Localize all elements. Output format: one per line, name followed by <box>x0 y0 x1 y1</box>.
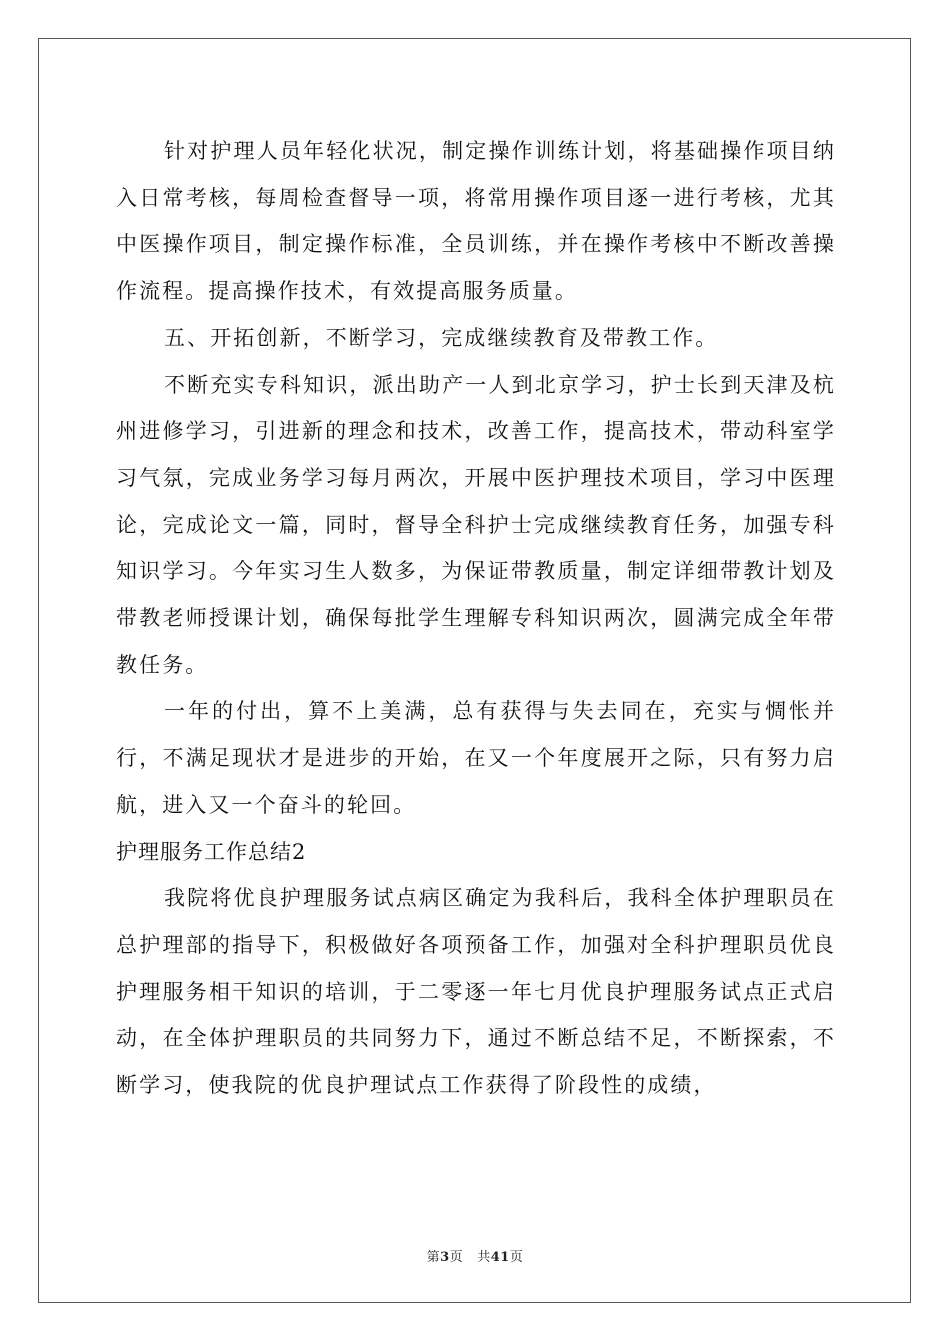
paragraph-2: 五、开拓创新，不断学习，完成继续教育及带教工作。 <box>164 325 719 350</box>
paragraph-3: 不断充实专科知识，派出助产一人到北京学习，护士长到天津及杭州进修学习，引进新的理念和技术，改善工作，提高技术，带动科室学习气氛，完成业务学习每月两次，开展中医护理技术项目，学习中医理论，完成论文一篇，同时，督导全科护士完成继续教育任务，加强专科知识学习。今年实习生人数多，为保证带教质量，制定详细带教计划及带教老师授课计划，确保每批学生理解专科知识两次，圆满完成全年带教任务。 <box>116 372 836 677</box>
page-number: 3 <box>440 1250 450 1265</box>
section-title: 护理服务工作总结2 <box>116 839 307 864</box>
page-prefix: 第 <box>426 1250 441 1265</box>
total-prefix: 共 <box>477 1250 491 1265</box>
page-footer <box>0 1246 950 1265</box>
paragraph-5: 我院将优良护理服务试点病区确定为我科后，我科全体护理职员在总护理部的指导下，积极做好各项预备工作，加强对全科护理职员优良护理服务相干知识的培训，于二零逐一年七月优良护理服务试点正式启动，在全体护理职员的共同努力下，通过不断总结不足，不断探索，不断学习，使我院的优良护理试点工作获得了阶段性的成绩， <box>116 886 836 1098</box>
total-pages: 41 <box>490 1250 510 1265</box>
paragraph-1: 针对护理人员年轻化状况，制定操作训练计划，将基础操作项目纳入日常考核，每周检查督导一项，将常用操作项目逐一进行考核，尤其中医操作项目，制定操作标准，全员训练，并在操作考核中不断改善操作流程。提高操作技术，有效提高服务质量。 <box>116 139 836 304</box>
page-suffix: 页 <box>449 1250 464 1265</box>
document-body <box>116 128 836 1109</box>
total-suffix: 页 <box>509 1250 524 1265</box>
paragraph-4: 一年的付出，算不上美满，总有获得与失去同在，充实与惆怅并行，不满足现状才是进步的开始，在又一个年度展开之际，只有努力启航，进入又一个奋斗的轮回。 <box>116 699 836 817</box>
